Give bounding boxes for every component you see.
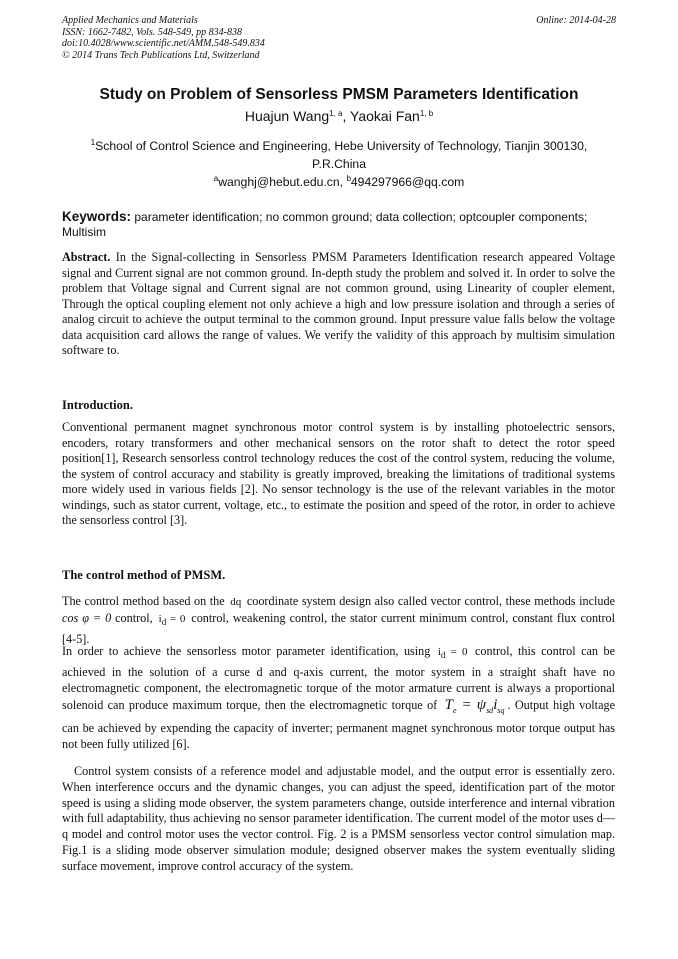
id-equals: = 0 — [166, 613, 186, 626]
author-2: Yaokai Fan — [350, 108, 420, 124]
journal-copyright: © 2014 Trans Tech Publications Ltd, Switzerland — [62, 49, 260, 61]
id-subscript: d — [161, 617, 167, 628]
control-p1-text-a: The control method based on the — [62, 594, 229, 608]
introduction-heading: Introduction. — [62, 398, 133, 412]
keywords — [62, 209, 616, 240]
keywords-label: Keywords: — [62, 209, 132, 224]
journal-header — [62, 15, 616, 61]
affiliation — [70, 137, 608, 173]
id-subscript-2: d — [440, 650, 446, 661]
author-2-superscript: 1, b — [419, 109, 434, 118]
journal-doi: doi:10.4028/www.scientific.net/AMM.548-549.834 — [62, 38, 265, 49]
keywords-text: parameter identification; no common ground; data collection; optcoupler components; Multisim — [62, 210, 588, 239]
control-p2-text-c: . Output high voltage can be achieved by expending the capacity of inverter; permanent magnet synchronous motor torque output has not been fully utilized [6]. — [62, 697, 615, 752]
current-subscript: sq — [497, 705, 505, 715]
control-paragraph-3: Control system consists of a reference model and adjustable model, and the output error is essentially zero. When interference occurs and the dynamic changes, you can adjust the speed, identification part of the motor speed is using a sliding mode observer, the system parameters change, outside interference and internal vibration with full adaptability, thus achieving no sensor parameter identification. The current model of the motor uses d—q model and control motor uses the vector control. Fig. 2 is a PMSM sensorless vector control simulation map. Fig.1 is a sliding mode observer simulation module; designed observer makes the system eventually sliding surface movement, improve control accuracy of the system. — [62, 764, 615, 873]
id-symbol: i — [158, 613, 162, 626]
torque-psi: = ψ — [456, 696, 487, 713]
author-1: Huajun Wang — [244, 108, 330, 124]
abstract-label: Abstract. — [62, 250, 111, 264]
id-symbol-2: i — [437, 646, 441, 658]
email-a: wanghj@hebut.edu.cn, — [218, 175, 347, 189]
id-zero-equation — [157, 613, 188, 628]
author-separator: , — [342, 108, 351, 124]
control-paragraph-2 — [62, 643, 615, 753]
torque-subscript: e — [452, 705, 457, 715]
affiliation-superscript: 1 — [90, 138, 96, 147]
cos-phi-equation: cos φ = 0 — [62, 611, 112, 626]
abstract — [62, 250, 615, 359]
author-emails — [40, 175, 638, 189]
journal-name: Applied Mechanics and Materials — [62, 15, 198, 26]
control-p2-text-b: control, this control can be achieved in the solution of a curse d and q-axis current, the motor system in a straight shaft have no electromagnetic component, the electromagnetic torque of the motor armature current is always a proportional solenoid can produce maximum torque, then the electromagnetic torque of — [62, 644, 615, 712]
control-paragraph-1 — [62, 593, 615, 647]
torque-equation — [442, 697, 508, 713]
psi-subscript: sd — [486, 705, 494, 715]
abstract-text: In the Signal-collecting in Sensorless PMSM Parameters Identification research appeared Voltage signal and Current signal are not common ground. In-depth study the problem and solved it. In order to solve the problem that Voltage signal and Current signal are not common ground, using Linearity of coupler element, Through the optical coupling element not only achieve a high and low pressure isolation and through a series of analog circuit to achieve the output terminal to the common ground. Input pressure value falls below the voltage data acquisition card allows the range of values. We verify the validity of this approach by multisim simulation software to. — [62, 250, 616, 358]
author-1-superscript: 1, a — [329, 109, 343, 118]
introduction-text: Conventional permanent magnet synchronous motor control system is by installing photoelectric sensors, encoders, rotary transformers and other mechanical sensors on the rotor shaft to detect the rotor speed position[1], Research sensorless control technology reduces the cost of the control system, reducing the volume, the system of control accuracy and stability is greatly improved, breaking the limitations of traditional systems more widely used in various fields [2]. No sensor technology is the use of the relevant variables in the motor windings, such as stator current, voltage, etc., to estimate the position and speed of the rotor, in order to achieve the sensorless control [3]. — [62, 420, 615, 528]
dq-symbol: dq — [230, 596, 242, 608]
id-zero-equation-2 — [436, 646, 470, 661]
journal-issn: ISSN: 1662-7482, Vols. 548-549, pp 834-838 — [62, 26, 242, 38]
control-p1-text-d: control, weakening control, the stator current minimum control, constant flux control [4-5]. — [62, 611, 615, 646]
control-method-heading: The control method of PMSM. — [62, 568, 226, 582]
email-b: 494297966@qq.com — [350, 175, 465, 189]
online-date: Online: 2014-04-28 — [536, 15, 616, 26]
control-p2-text-a: In order to achieve the sensorless motor parameter identification, using — [62, 644, 436, 658]
paper-title: Study on Problem of Sensorless PMSM Parameters Identification — [99, 86, 579, 103]
control-p1-text-b: coordinate system design also called vector control, these methods include — [243, 594, 615, 608]
current-symbol: i — [493, 696, 498, 713]
affiliation-text: School of Control Science and Engineering, Hebe University of Technology, Tianjin 300130, P.R.China — [95, 139, 588, 171]
id-equals-2: = 0 — [445, 646, 468, 658]
control-p1-text-c: control, — [111, 611, 157, 626]
email-b-superscript: b — [346, 174, 351, 183]
author-line — [40, 108, 638, 124]
email-a-superscript: a — [213, 174, 219, 183]
torque-symbol: T — [444, 696, 453, 713]
